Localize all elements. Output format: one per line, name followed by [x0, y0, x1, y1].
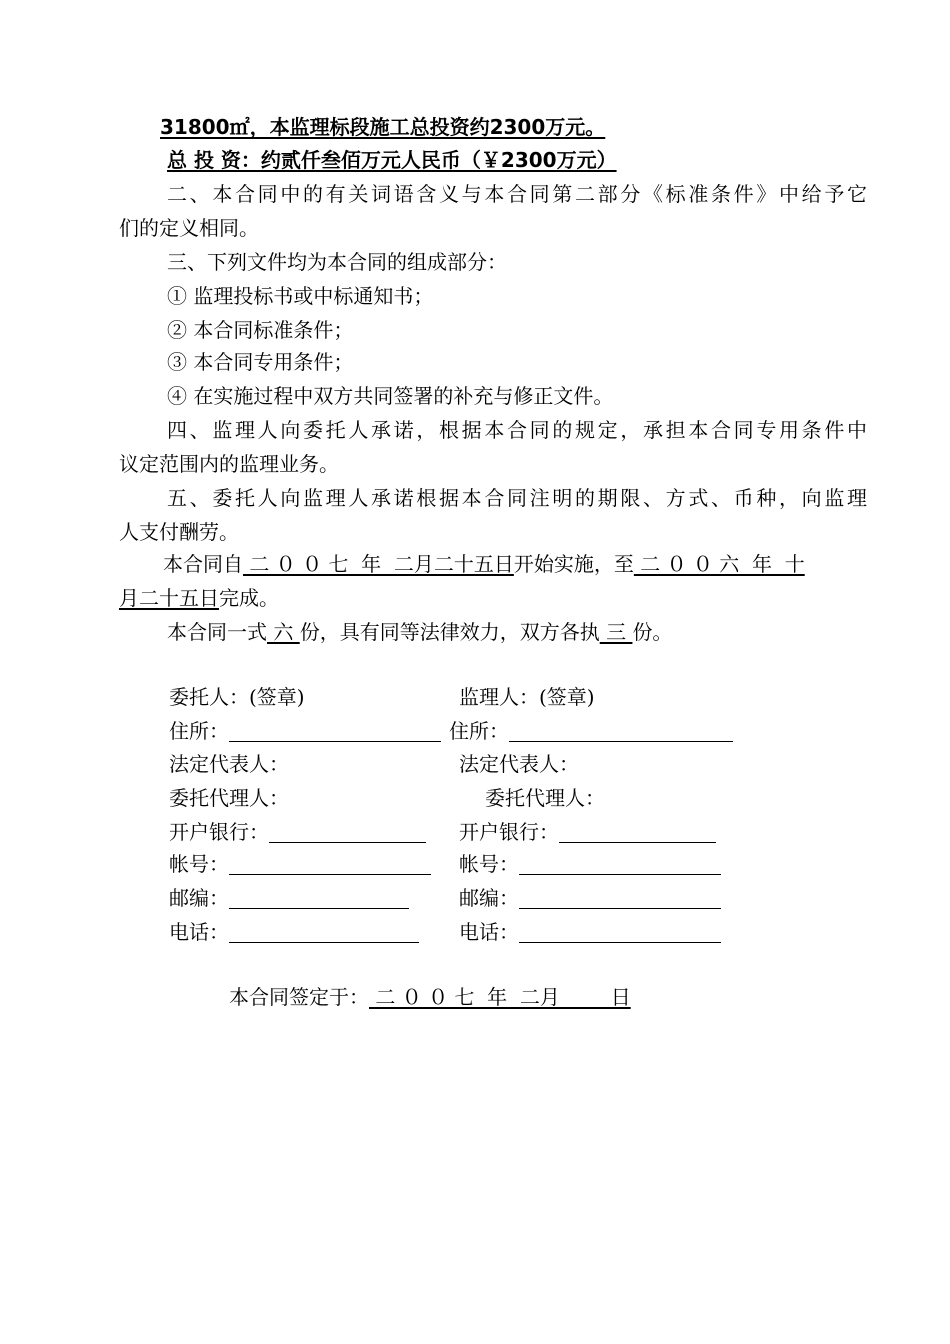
client-address-blank [229, 721, 441, 742]
client-party-label: 委托人：(签章) [169, 685, 305, 709]
client-bank-blank [269, 822, 426, 843]
clause-three: 三、下列文件均为本合同的组成部分： [167, 250, 507, 274]
client-bank-label: 开户银行： [169, 820, 269, 844]
client-account-label: 帐号： [169, 852, 229, 876]
client-postcode-blank [229, 888, 409, 909]
supervisor-account-field [459, 850, 721, 878]
period-end-date-part1: 二 ０ ０ 六 年 十 [633, 552, 805, 576]
document-item-1: ① 监理投标书或中标通知书； [167, 284, 434, 308]
supervisor-postcode-blank [519, 888, 721, 909]
contract-period-line1 [163, 550, 805, 578]
document-item-2: ② 本合同标准条件； [167, 318, 354, 342]
client-account-blank [229, 854, 431, 875]
client-postcode-label: 邮编： [169, 886, 229, 910]
supervisor-party-label: 监理人：(签章) [459, 685, 595, 709]
supervisor-postcode-label: 邮编： [459, 886, 519, 910]
supervisor-phone-label: 电话： [459, 920, 519, 944]
copies-suffix: 份。 [632, 620, 673, 644]
client-account-field [169, 850, 431, 878]
supervisor-account-label: 帐号： [459, 852, 519, 876]
supervisor-bank-field [459, 818, 716, 846]
supervisor-account-blank [519, 854, 721, 875]
period-prefix: 本合同自 [163, 552, 243, 576]
client-agent-label: 委托代理人： [169, 786, 289, 810]
clause-five-line2: 人支付酬劳。 [119, 520, 239, 544]
supervisor-agent-label: 委托代理人： [485, 786, 605, 810]
period-mid: 开始实施，至 [513, 552, 634, 576]
document-item-3: ③ 本合同专用条件； [167, 350, 354, 374]
clause-two-line1: 二、本合同中的有关词语含义与本合同第二部分《标准条件》中给予它 [167, 182, 867, 206]
client-address-field [169, 717, 441, 745]
total-investment-line: 总 投 资：约贰仟叁佰万元人民币（￥2300万元） [167, 148, 617, 172]
copies-each: 三 [599, 620, 633, 644]
client-address-label: 住所： [169, 719, 229, 743]
supervisor-phone-blank [519, 922, 721, 943]
supervisor-legal-rep-label: 法定代表人： [459, 752, 579, 776]
period-suffix: 完成。 [219, 586, 279, 610]
client-postcode-field [169, 884, 409, 912]
client-bank-field [169, 818, 426, 846]
copies-mid: 份，具有同等法律效力，双方各执 [299, 620, 600, 644]
client-phone-field [169, 918, 419, 946]
document-item-4: ④ 在实施过程中双方共同签署的补充与修正文件。 [167, 384, 614, 408]
contract-period-line2 [119, 584, 279, 612]
clause-four-line2: 议定范围内的监理业务。 [119, 452, 339, 476]
signed-date-prefix: 本合同签定于： [229, 985, 369, 1009]
supervisor-bank-label: 开户银行： [459, 820, 559, 844]
supervisor-address-field [449, 717, 733, 745]
clause-five-line1: 五、委托人向监理人承诺根据本合同注明的期限、方式、币种，向监理 [167, 486, 867, 510]
project-area-line: 31800㎡，本监理标段施工总投资约2300万元。 [160, 115, 606, 139]
supervisor-address-blank [509, 721, 733, 742]
supervisor-bank-blank [559, 822, 716, 843]
supervisor-postcode-field [459, 884, 721, 912]
period-start-date: 二 ０ ０ 七 年 二月二十五日 [243, 552, 514, 576]
clause-four-line1: 四、监理人向委托人承诺，根据本合同的规定，承担本合同专用条件中 [167, 418, 867, 442]
client-legal-rep-label: 法定代表人： [169, 752, 289, 776]
client-phone-blank [229, 922, 419, 943]
client-phone-label: 电话： [169, 920, 229, 944]
copies-prefix: 本合同一式 [167, 620, 267, 644]
signed-date-line [229, 983, 631, 1011]
supervisor-address-label: 住所： [449, 719, 509, 743]
signed-date-value: 二 ０ ０ 七 年 二月 日 [369, 985, 631, 1009]
clause-two-line2: 们的定义相同。 [119, 216, 259, 240]
supervisor-phone-field [459, 918, 721, 946]
copies-total: 六 [267, 620, 300, 644]
period-end-date-part2: 月二十五日 [119, 586, 219, 610]
copies-line [167, 618, 672, 646]
